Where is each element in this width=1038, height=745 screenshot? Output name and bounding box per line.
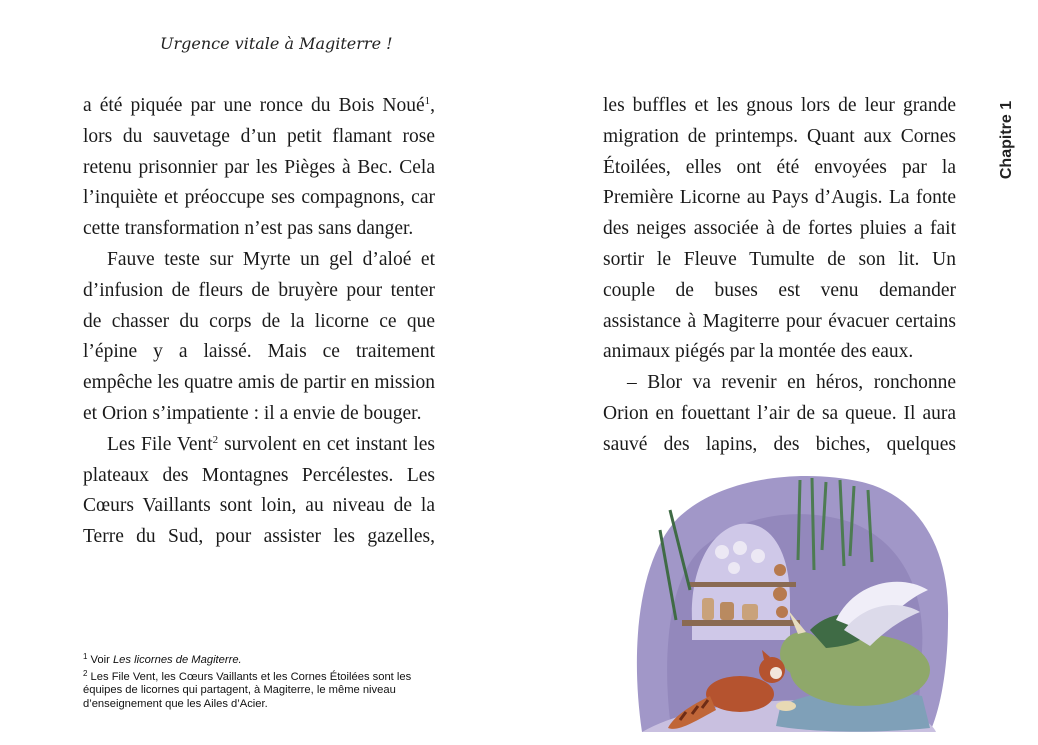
pottery xyxy=(773,587,787,601)
footnote-ref[interactable]: 1 xyxy=(424,95,431,107)
red-panda-body xyxy=(706,676,774,712)
unicorn-head xyxy=(780,632,824,676)
paragraph: – Blor va revenir en héros, ronchonne Orion en fouettant l’air de sa queue. Il aura sauvé des lapins, des biches, quelques xyxy=(603,372,956,455)
illustration-cave-scene xyxy=(630,470,952,742)
pottery xyxy=(774,564,786,576)
shelf xyxy=(688,582,796,587)
jar xyxy=(702,598,714,620)
paragraph: a été piquée par une ronce du Bois Noué$^1$, lors du sauvetage d’un petit flamant rose retenu prisonnier par les Pièges à Bec. Cela l’inquiète et préoccupe ses compagnons, car cette transformation n’est pas sans danger. xyxy=(83,95,435,240)
paragraph: Fauve teste sur Myrte un gel d’aloé et d’infusion de fleurs de bruyère pour tenter de chasser du corps de la licorne ce que l’épine y a laissé. Mais ce traitement empêche les quatre amis de partir en mission et Orion s’impatiente : il a envie de bouger. xyxy=(83,248,435,424)
garlic-bulb xyxy=(728,562,740,574)
chapter-tab: Chapitre 1 xyxy=(998,100,1015,180)
garlic-bulb xyxy=(751,549,765,563)
left-text-column xyxy=(83,91,435,553)
jar xyxy=(720,602,734,620)
paragraph: les buffles et les gnous lors de leur grande migration de printemps. Quant aux Cornes Étoilées, elles ont été envoyées par la Première Licorne au Pays d’Augis. La fonte des neiges associée à de fortes pluies a fait sortir le Fleuve Tumulte de son lit. Un couple de buses est venu demander assistance à Magiterre pour évacuer certains animaux piégés par la montée des eaux. xyxy=(603,95,956,363)
footnotes xyxy=(83,654,435,715)
paragraph: Les File Vent$^2$ survolent en cet instant les plateaux des Montagnes Percélestes. Les Cœurs Vaillants sont loin, au niveau de la Terre du Sud, pour assister les gazelles, xyxy=(83,433,435,548)
garlic-bulb xyxy=(733,541,747,555)
bowl xyxy=(776,701,796,711)
jar xyxy=(742,604,758,620)
footnote: $^1$ Voir Les licornes de Magiterre. xyxy=(83,652,242,666)
shelf xyxy=(682,620,800,626)
footnote-ref[interactable]: 2 xyxy=(212,433,219,446)
footnote: $^2$ Les File Vent, les Cœurs Vaillants et les Cornes Étoilées sont les équipes de licornes qui partagent, à Magiterre, le même niveau d’enseignement que les Ailes d’Acier. xyxy=(83,669,412,710)
right-text-column xyxy=(603,91,956,461)
pottery xyxy=(776,606,788,618)
red-panda-face xyxy=(770,667,782,679)
running-title: Urgence vitale à Magiterre ! xyxy=(160,34,393,53)
garlic-bulb xyxy=(715,545,729,559)
